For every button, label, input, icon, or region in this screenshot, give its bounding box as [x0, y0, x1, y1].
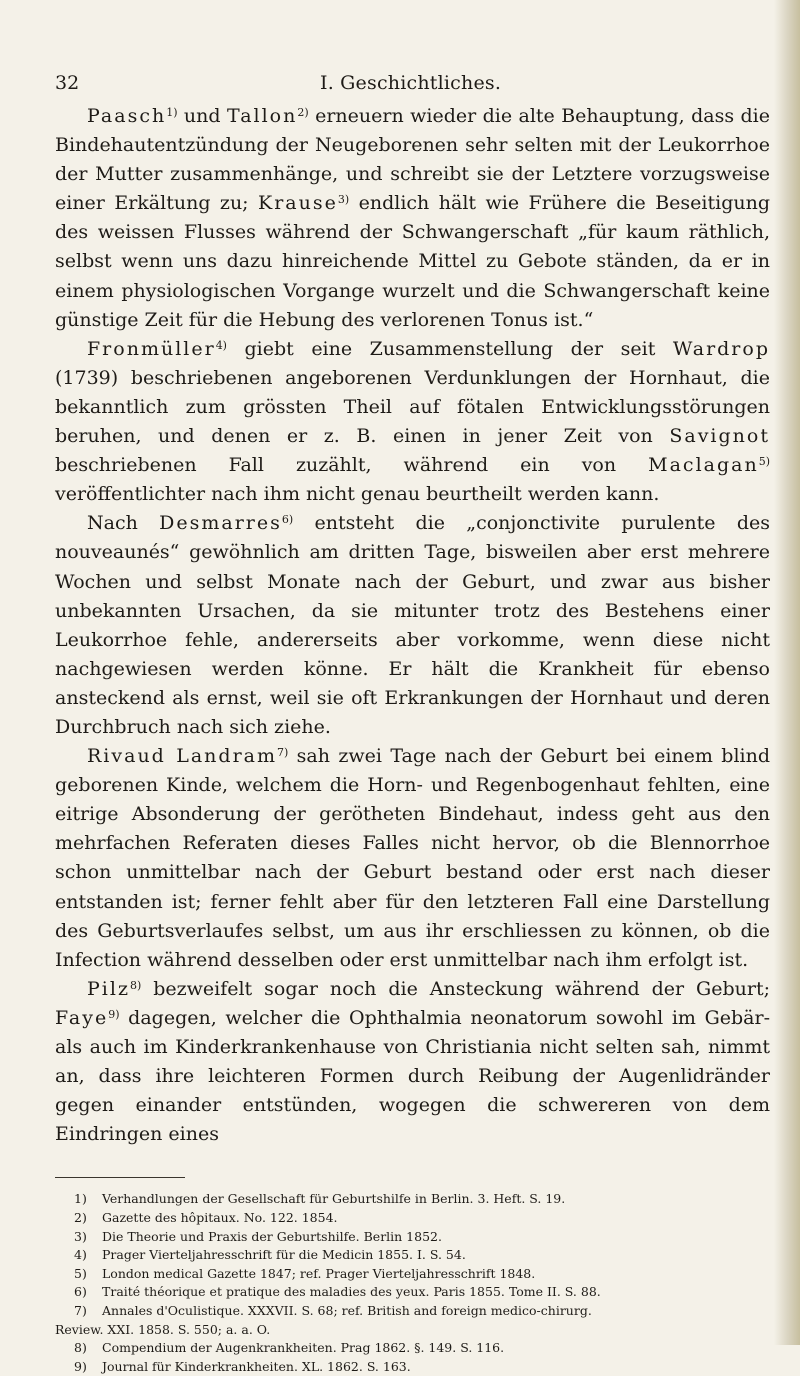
page-header — [55, 72, 770, 102]
footnote-number: 9) — [74, 1358, 87, 1374]
page-number: 32 — [55, 72, 80, 94]
footnote-ref: 6) — [281, 513, 294, 527]
footnote-text: Traité théorique et pratique des maladies des yeux. Paris 1855. Tome II. S. 88. — [102, 1284, 601, 1300]
footnote-ref: 8) — [129, 978, 142, 992]
footnote-number: 7) — [74, 1302, 87, 1318]
footnote — [55, 1358, 770, 1376]
text-run: Nach — [87, 512, 160, 535]
author-name: Pilz — [87, 977, 130, 1000]
author-name: Faye — [55, 1006, 109, 1029]
footnote-number: 5) — [74, 1265, 87, 1281]
paragraph — [55, 102, 770, 335]
paragraph — [55, 975, 770, 1150]
footnote-text: Annales d'Oculistique. XXXVII. S. 68; ref. British and foreign medico-chirurg. — [102, 1302, 592, 1318]
author-name: Tallon — [227, 105, 298, 127]
footnote-number: 1) — [74, 1191, 87, 1207]
footnote-text: Gazette des hôpitaux. No. 122. 1854. — [102, 1209, 338, 1225]
paragraph — [55, 509, 770, 742]
footnote-number: 6) — [74, 1284, 87, 1300]
footnote-number: 4) — [74, 1247, 87, 1263]
paragraph — [55, 335, 770, 510]
footnote-number: 2) — [74, 1209, 87, 1225]
footnote — [55, 1321, 770, 1340]
author-name: Fronmüller — [87, 337, 216, 360]
footnote-rule — [55, 1177, 185, 1178]
text-run: beschriebenen Fall zuzählt, während ein von — [55, 454, 649, 477]
footnote — [55, 1190, 770, 1209]
footnote-ref: 3) — [337, 193, 350, 207]
footnote-text: Die Theorie und Praxis der Geburtshilfe. Berlin 1852. — [102, 1228, 442, 1244]
text-run: erneuern wieder die alte Behauptung, dass die Bindehautentzündung der Neugeborenen sehr selten mit der Leukorrhoe der Mutter zusammenhänge, und schreibt sie der Letztere vorzugsweise einer Erkältung zu; — [55, 105, 770, 215]
author-name: Desmarres — [159, 512, 282, 535]
author-name: Paasch — [87, 105, 167, 127]
author-name: Krause — [258, 192, 338, 215]
text-run: (1739) beschriebenen angeborenen Verdunklungen der Hornhaut, die bekanntlich zum grössten Theil auf fötalen Entwicklungsstörungen beruhen, und denen er z. B. einen in jener Zeit von — [55, 366, 770, 448]
footnote-ref: 4) — [215, 338, 227, 352]
paragraph — [55, 742, 770, 975]
author-name: Maclagan — [648, 454, 759, 477]
footnote-ref: 9) — [108, 1007, 120, 1021]
text-run: entsteht die „conjonctivite purulente des nouveaunés“ gewöhnlich am dritten Tage, bisweilen aber erst mehrere Wochen und selbst Monate nach der Geburt, und zwar aus bisher unbekannten Ursachen, da sie mitunter trotz des Bestehens einer Leukorrhoe fehle, andererseits aber vorkomme, wenn diese nicht nachgewiesen werden könne. Er hält die Krankheit für ebenso ansteckend als ernst, weil sie oft Erkrankungen der Hornhaut und deren Durchbruch nach sich ziehe. — [55, 512, 770, 738]
text-run: bezweifelt sogar noch die Ansteckung während der Geburt; — [141, 977, 770, 1000]
author-name: Wardrop — [672, 337, 770, 360]
footnote — [55, 1265, 770, 1284]
footnote-text: Compendium der Augenkrankheiten. Prag 1862. §. 149. S. 116. — [102, 1340, 505, 1356]
footnote-number: 3) — [74, 1228, 87, 1244]
author-name: Savignot — [669, 425, 770, 448]
footnote-ref: 2) — [297, 106, 309, 119]
footnote — [55, 1339, 770, 1358]
book-page — [55, 0, 770, 1376]
text-run: dagegen, welcher die Ophthalmia neonatorum sowohl im Gebär- als auch im Kinderkrankenhause von Christiania nicht selten sah, nimmt an, dass ihre leichteren Formen durch Reibung der Augenlidränder gegen einander entstünden, wogegen die schwereren von dem Eindringen eines — [55, 1006, 770, 1146]
footnotes — [55, 1190, 770, 1376]
text-run: sah zwei Tage nach der Geburt bei einem blind geborenen Kinde, welchem die Horn- und Regenbogenhaut fehlten, eine eitrige Absonderung der gerötheten Bindehaut, indess geht aus den mehrfachen Referaten dieses Falles nicht hervor, ob die Blennorrhoe schon unmittelbar nach der Geburt bestand oder erst nach dieser entstanden ist; ferner fehlt aber für den letzteren Fall eine Darstellung des Geburtsverlaufes selbst, um aus ihr erschliessen zu können, ob die Infection während desselben oder erst unmittelbar nach ihm erfolgt ist. — [55, 745, 771, 971]
text-run: giebt eine Zusammenstellung der seit — [226, 337, 673, 360]
footnote-text: London medical Gazette 1847; ref. Prager Vierteljahresschrift 1848. — [102, 1265, 536, 1281]
author-name: Rivaud Landram — [87, 745, 277, 768]
footnote — [55, 1209, 770, 1228]
text-run: veröffentlichter nach ihm nicht genau beurtheilt werden kann. — [55, 483, 660, 506]
footnote-text: Prager Vierteljahresschrift für die Medicin 1855. I. S. 54. — [102, 1247, 466, 1263]
footnote — [55, 1246, 770, 1265]
footnote — [55, 1283, 770, 1302]
running-head: I. Geschichtliches. — [320, 72, 502, 94]
footnote — [55, 1302, 770, 1321]
main-text — [55, 102, 770, 1149]
footnote-ref: 1) — [166, 106, 178, 119]
footnote-ref: 7) — [277, 746, 289, 760]
footnote-ref: 5) — [758, 455, 770, 469]
footnote — [55, 1228, 770, 1247]
page-edge-shadow — [774, 0, 800, 1345]
footnote-text: Verhandlungen der Gesellschaft für Geburtshilfe in Berlin. 3. Heft. S. 19. — [102, 1191, 566, 1207]
footnote-text: Journal für Kinderkrankheiten. XL. 1862. S. 163. — [102, 1358, 411, 1374]
footnote-number: 8) — [74, 1340, 87, 1356]
text-run: endlich hält wie Frühere die Beseitigung des weissen Flusses während der Schwangerschaft „für kaum räthlich, selbst wenn uns dazu hinreichende Mittel zu Gebote ständen, da er in einem physiologischen Vorgange wurzelt und die Schwangerschaft keine günstige Zeit für die Hebung des verlorenen Tonus ist.“ — [55, 192, 770, 331]
text-run: und — [177, 105, 227, 127]
footnote-text: Review. XXI. 1858. S. 550; a. a. O. — [55, 1321, 271, 1337]
